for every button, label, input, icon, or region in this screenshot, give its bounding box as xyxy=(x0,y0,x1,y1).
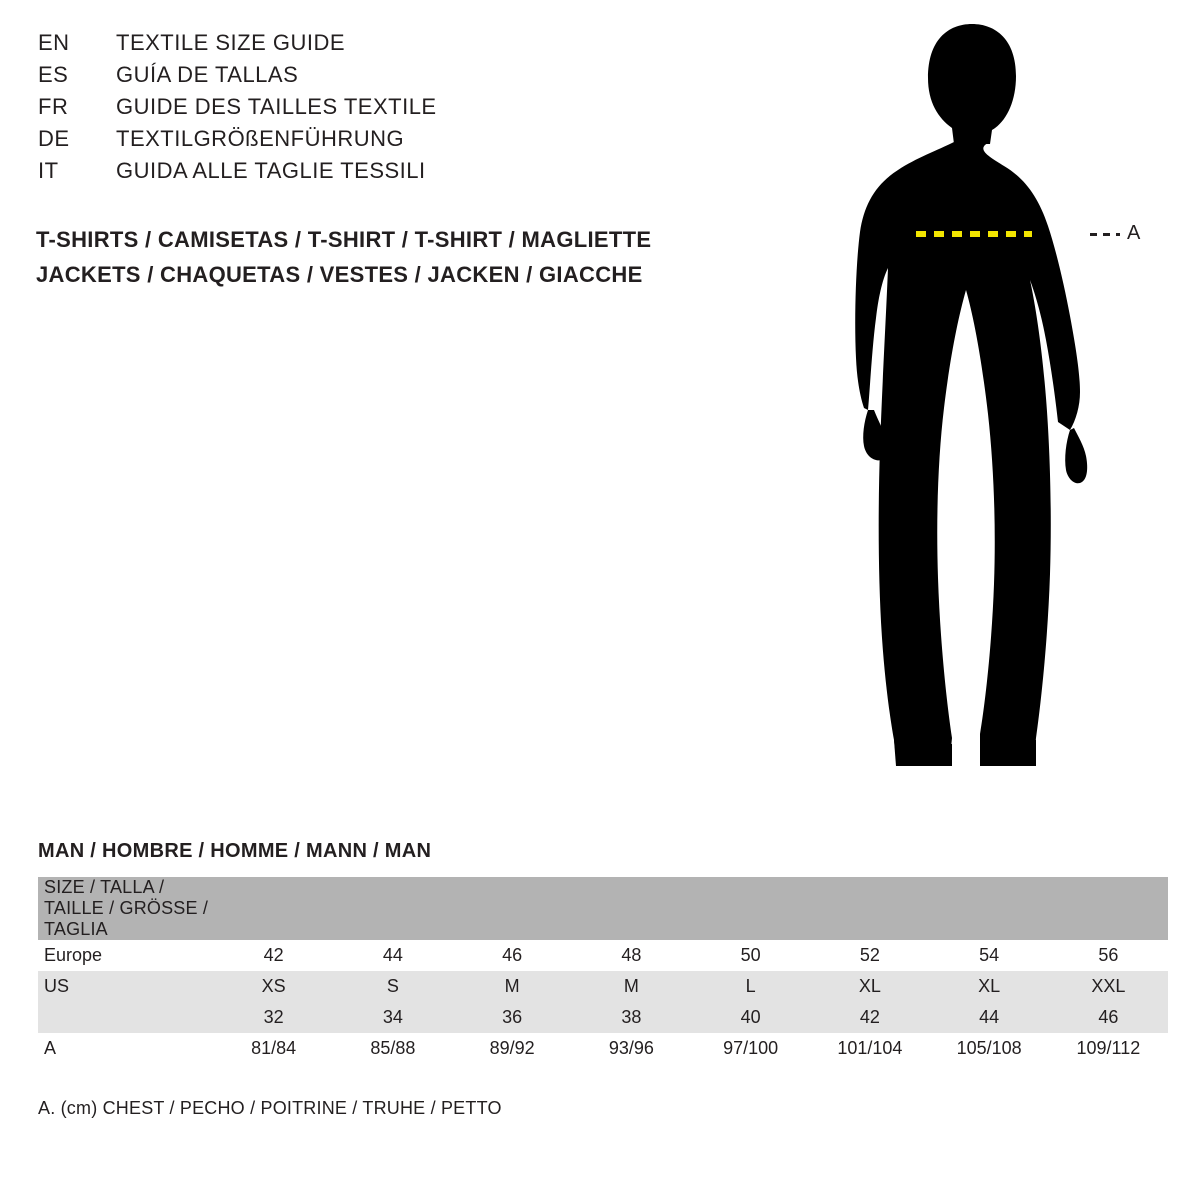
size-table xyxy=(38,877,1168,1064)
cell: 54 xyxy=(930,940,1049,971)
measure-a-pointer-icon xyxy=(1090,233,1120,236)
language-code: FR xyxy=(38,94,69,119)
cell: 32 xyxy=(214,1002,333,1033)
cell: 42 xyxy=(810,1002,929,1033)
language-row xyxy=(38,62,738,94)
language-title: GUÍA DE TALLAS xyxy=(116,62,299,87)
cell: S xyxy=(333,971,452,1002)
language-row xyxy=(38,158,738,190)
cell: 109/112 xyxy=(1049,1033,1168,1064)
language-code: DE xyxy=(38,126,70,151)
cell: M xyxy=(572,971,691,1002)
cell: XS xyxy=(214,971,333,1002)
language-code: ES xyxy=(38,62,69,87)
cell: XL xyxy=(930,971,1049,1002)
footnote-chest-measure: A. (cm) CHEST / PECHO / POITRINE / TRUHE / PETTO xyxy=(38,1098,502,1118)
cell: 48 xyxy=(572,940,691,971)
cell: XL xyxy=(810,971,929,1002)
row-label-europe: Europe xyxy=(38,940,214,971)
gender-title: MAN / HOMBRE / HOMME / MANN / MAN xyxy=(38,840,432,862)
garment-category-block xyxy=(36,222,796,292)
row-label-us: US xyxy=(38,971,214,1002)
cell: 85/88 xyxy=(333,1033,452,1064)
male-silhouette-figure xyxy=(820,18,1180,788)
cell: 46 xyxy=(1049,1002,1168,1033)
cell: 38 xyxy=(572,1002,691,1033)
language-title: GUIDE DES TAILLES TEXTILE xyxy=(116,94,437,119)
language-row xyxy=(38,126,738,158)
cell: 42 xyxy=(214,940,333,971)
cell: 105/108 xyxy=(930,1033,1049,1064)
language-row xyxy=(38,30,738,62)
cell: 52 xyxy=(810,940,929,971)
language-row xyxy=(38,94,738,126)
cell: 97/100 xyxy=(691,1033,810,1064)
cell: 81/84 xyxy=(214,1033,333,1064)
cell: 101/104 xyxy=(810,1033,929,1064)
cell: 40 xyxy=(691,1002,810,1033)
cell: 89/92 xyxy=(453,1033,572,1064)
cell: 56 xyxy=(1049,940,1168,971)
measure-a-label: A xyxy=(1127,222,1141,244)
cell: 44 xyxy=(333,940,452,971)
row-label-blank xyxy=(38,1002,214,1033)
language-title-block xyxy=(38,30,738,190)
cell: 93/96 xyxy=(572,1033,691,1064)
language-title: TEXTILE SIZE GUIDE xyxy=(116,30,346,55)
table-header-row xyxy=(38,877,1168,940)
cell: 36 xyxy=(453,1002,572,1033)
row-label-a: A xyxy=(38,1033,214,1064)
language-code: IT xyxy=(38,158,59,183)
table-row xyxy=(38,971,1168,1002)
cell: L xyxy=(691,971,810,1002)
cell: XXL xyxy=(1049,971,1168,1002)
table-row xyxy=(38,940,1168,971)
table-row xyxy=(38,1033,1168,1064)
garment-category-jackets: JACKETS / CHAQUETAS / VESTES / JACKEN / GIACCHE xyxy=(36,262,643,287)
language-title: TEXTILGRÖßENFÜHRUNG xyxy=(116,126,405,151)
cell: M xyxy=(453,971,572,1002)
chest-measure-line-svg xyxy=(820,18,1180,788)
garment-category-tshirts: T-SHIRTS / CAMISETAS / T-SHIRT / T-SHIRT / MAGLIETTE xyxy=(36,227,652,252)
language-title: GUIDA ALLE TAGLIE TESSILI xyxy=(116,158,426,183)
language-code: EN xyxy=(38,30,70,55)
size-table-section xyxy=(38,840,1168,1064)
cell: 34 xyxy=(333,1002,452,1033)
table-header-label: SIZE / TALLA / TAILLE / GRÖSSE / TAGLIA xyxy=(38,877,214,940)
table-row xyxy=(38,1002,1168,1033)
cell: 50 xyxy=(691,940,810,971)
cell: 44 xyxy=(930,1002,1049,1033)
cell: 46 xyxy=(453,940,572,971)
